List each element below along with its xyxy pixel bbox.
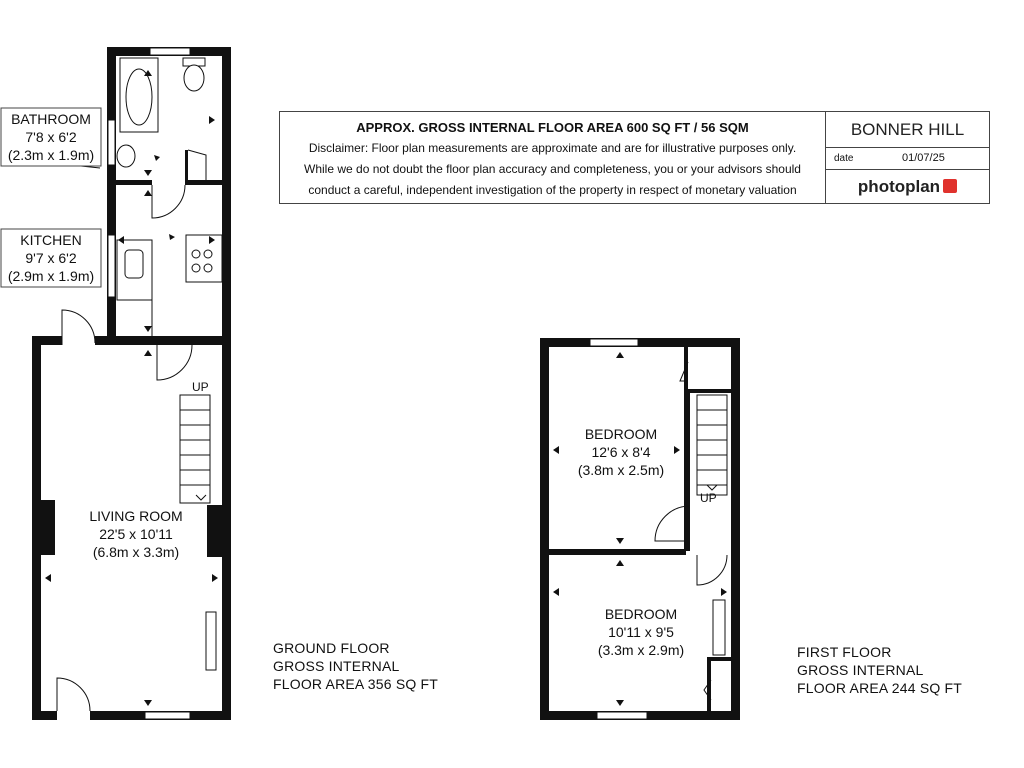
date-label: date: [834, 153, 854, 164]
property-name: BONNER HILL: [826, 112, 989, 148]
disclaimer-line-3: conduct a careful, independent investigation of the property in respect of monetary valuation: [308, 183, 797, 197]
wall: [540, 338, 549, 720]
ground-floor-line-1: GROUND FLOOR: [273, 640, 390, 656]
wall: [32, 336, 62, 345]
bedroom-2-size-metric: (3.3m x 2.9m): [597, 642, 685, 658]
first-stairs-up-label: UP: [700, 491, 717, 505]
wall: [222, 47, 231, 345]
bedroom-2-size-imperial: 10'11 x 9'5: [608, 624, 674, 640]
wall: [731, 338, 740, 720]
window: [150, 48, 190, 55]
kitchen-size-metric: (2.9m x 1.9m): [7, 268, 95, 284]
living-room-size-imperial: 22'5 x 10'11: [99, 526, 173, 542]
wall: [32, 711, 57, 720]
logo-text: photoplan: [857, 177, 941, 196]
date-value: 01/07/25: [902, 152, 945, 164]
disclaimer-line-2: While we do not doubt the floor plan accuracy and completeness, you or your advisors should: [304, 162, 801, 176]
hob-ring: [204, 264, 212, 272]
wall: [32, 336, 41, 720]
first-floor-area-caption: [797, 644, 962, 696]
gross-area-title: APPROX. GROSS INTERNAL FLOOR AREA 600 SQ FT / 56 SQM: [356, 120, 749, 135]
partition-wall: [549, 549, 686, 555]
window: [108, 235, 115, 297]
bathroom-size-imperial: 7'8 x 6'2: [25, 129, 77, 145]
ground-floor-area-caption: [273, 640, 438, 692]
bath-basin: [126, 69, 152, 125]
wash-basin: [117, 145, 135, 167]
first-floor-fixtures: [590, 339, 727, 719]
window: [108, 120, 115, 165]
window: [597, 712, 647, 719]
bedroom-1-size-metric: (3.8m x 2.5m): [577, 462, 665, 478]
wall: [540, 338, 740, 347]
wall: [222, 336, 231, 720]
ground-floor-line-2: GROSS INTERNAL: [273, 658, 400, 674]
living-room-size-metric: (6.8m x 3.3m): [92, 544, 180, 560]
disclaimer-line-1: Disclaimer: Floor plan measurements are approximate and are for illustrative purposes only.: [308, 141, 797, 155]
staircase: [180, 395, 210, 503]
partition-wall: [688, 389, 731, 393]
first-floor-line-1: FIRST FLOOR: [797, 644, 892, 660]
kitchen-label: [1, 229, 101, 287]
ground-stairs-up-label: UP: [192, 380, 209, 394]
bathroom-label: [1, 108, 101, 166]
wardrobe: [713, 600, 725, 655]
partition-wall: [185, 180, 222, 185]
window: [590, 339, 638, 346]
wall: [95, 336, 231, 345]
ground-floor-line-3: FLOOR AREA 356 SQ FT: [273, 676, 439, 692]
radiator: [206, 612, 216, 670]
hob-worktop: [186, 235, 222, 282]
hob-ring: [192, 264, 200, 272]
bathroom-size-metric: (2.3m x 1.9m): [7, 147, 95, 163]
first-floor-line-2: GROSS INTERNAL: [797, 662, 924, 678]
bedroom-1-size-imperial: 12'6 x 8'4: [591, 444, 651, 460]
partition-wall: [116, 180, 152, 185]
hob-ring: [192, 250, 200, 258]
partition-wall: [684, 389, 690, 551]
chimney-breast: [207, 505, 222, 557]
living-room-name: LIVING ROOM: [89, 508, 183, 524]
toilet-bowl: [184, 65, 204, 91]
window: [145, 712, 190, 719]
hob-ring: [204, 250, 212, 258]
sink: [125, 250, 143, 278]
bedroom-2-name: BEDROOM: [604, 606, 678, 622]
wall: [107, 47, 116, 345]
chimney-breast: [41, 500, 55, 555]
bathroom-name: BATHROOM: [11, 111, 91, 127]
kitchen-size-imperial: 9'7 x 6'2: [25, 250, 77, 266]
bedroom-1-name: BEDROOM: [584, 426, 658, 442]
partition-wall: [185, 150, 188, 185]
kitchen-name: KITCHEN: [20, 232, 82, 248]
first-floor-line-3: FLOOR AREA 244 SQ FT: [797, 680, 963, 696]
